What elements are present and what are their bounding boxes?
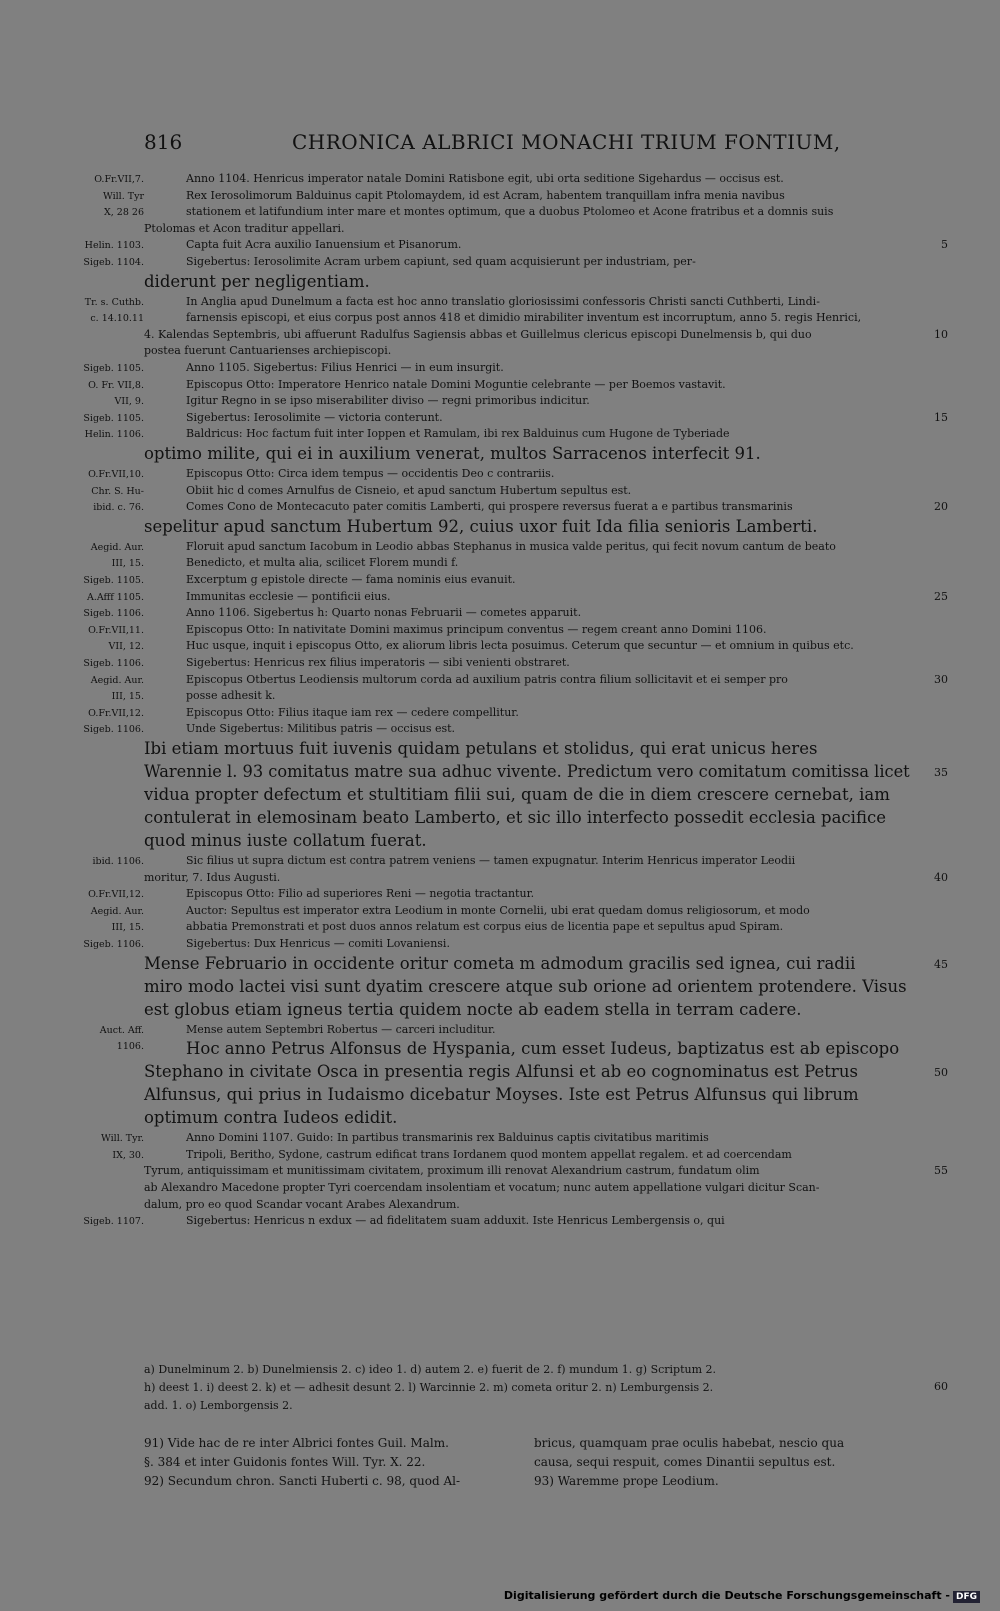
text-line xyxy=(0,1039,1000,1059)
line-text: miro modo lactei visi sunt dyatim crescere atque sub orione ad orientem protendere. Visus xyxy=(144,976,907,996)
line-text: diderunt per negligentiam. xyxy=(144,271,370,291)
line-text: Rex Ierosolimorum Balduinus capit Ptolomaydem, id est Acram, habentem tranquillam infra menia navibus xyxy=(186,188,785,202)
margin-reference: O.Fr.VII,12. xyxy=(88,889,144,901)
line-number: 15 xyxy=(934,410,948,424)
margin-reference: III, 15. xyxy=(111,691,144,703)
text-line xyxy=(0,937,1000,951)
footer-credit xyxy=(504,1589,980,1603)
text-line xyxy=(0,328,1000,342)
running-title: CHRONICA ALBRICI MONACHI TRIUM FONTIUM, xyxy=(292,130,841,154)
text-line xyxy=(0,444,1000,463)
line-text: Ptolomas et Acon traditur appellari. xyxy=(144,221,345,235)
text-line xyxy=(0,271,1000,291)
margin-reference: Chr. S. Hu- xyxy=(91,485,144,497)
footnote-left: 92) Secundum chron. Sancti Huberti c. 98, quod Al- xyxy=(144,1474,461,1488)
line-text: est globus etiam igneus tertia quidem nocte ab eadem stella in terram cadere. xyxy=(144,999,802,1019)
line-text: optimo milite, qui ei in auxilium venerat, multos Sarracenos interfecit 91. xyxy=(144,444,761,463)
line-number: 60 xyxy=(934,1380,948,1393)
margin-reference: c. 14.10.11 xyxy=(90,313,144,325)
margin-reference: Sigeb. 1106. xyxy=(83,724,144,736)
text-line xyxy=(0,706,1000,720)
line-number: 35 xyxy=(934,766,948,779)
margin-reference: IX, 30. xyxy=(112,1149,144,1161)
text-line xyxy=(0,656,1000,670)
line-text: Ibi etiam mortuus fuit iuvenis quidam petulans et stolidus, qui erat unicus heres xyxy=(144,739,818,758)
footnote-left: §. 384 et inter Guidonis fontes Will. Tyr. X. 22. xyxy=(144,1455,426,1469)
margin-reference: Sigeb. 1107. xyxy=(83,1216,144,1228)
line-text: Episcopus Otto: Circa idem tempus — occidentis Deo c contrariis. xyxy=(186,467,555,480)
margin-reference: Sigeb. 1106. xyxy=(83,939,144,950)
apparatus-line: a) Dunelminum 2. b) Dunelmiensis 2. c) ideo 1. d) autem 2. e) fuerit de 2. f) mundum 1. g) Scriptum 2. xyxy=(144,1363,717,1376)
line-text: Auctor: Sepultus est imperator extra Leodium in monte Cornelii, ubi erat quedam domus religiosorum, et modo xyxy=(186,903,810,917)
line-text: Mense autem Septembri Robertus — carceri includitur. xyxy=(186,1022,496,1036)
text-line xyxy=(0,311,1000,325)
line-text: Capta fuit Acra auxilio Ianuensium et Pisanorum. xyxy=(186,238,462,252)
text-line xyxy=(0,467,1000,481)
margin-reference: Tr. s. Cuthb. xyxy=(84,296,144,308)
line-text: abbatia Premonstrati et post duos annos relatum est corpus eius de licentia pape et sepultus apud Spiram. xyxy=(186,920,784,934)
text-line xyxy=(0,590,1000,604)
text-line xyxy=(0,540,1000,554)
line-text: Alfunsus, qui prius in Iudaismo dicebatur Moyses. Iste est Petrus Alfunsus qui librum xyxy=(144,1085,859,1105)
text-line xyxy=(0,411,1000,425)
text-line xyxy=(0,854,1000,868)
line-number: 50 xyxy=(934,1066,948,1080)
text-line xyxy=(0,1148,1000,1162)
line-text: Episcopus Otto: Filio ad superiores Reni — negotia tractantur. xyxy=(186,887,535,901)
margin-reference: VII, 12. xyxy=(108,641,144,653)
apparatus-line: h) deest 1. i) deest 2. k) et — adhesit desunt 2. l) Warcinnie 2. m) cometa oritur 2. n) Lemburgensis 2. xyxy=(144,1381,714,1394)
footnote-right: bricus, quamquam prae oculis habebat, nescio qua xyxy=(534,1436,845,1450)
text-line xyxy=(0,1198,1000,1212)
line-text: Immunitas ecclesie — pontificii eius. xyxy=(186,589,391,603)
line-text: Tripoli, Beritho, Sydone, castrum edificat trans Iordanem quod montem appellat regalem. et ad coercendam xyxy=(186,1147,792,1161)
line-text: Sigebertus: Ierosolimite Acram urbem capiunt, sed quam acquisierunt per industriam, per- xyxy=(186,255,696,268)
line-text: 4. Kalendas Septembris, ubi affuerunt Radulfus Sagiensis abbas et Guillelmus clericus episcopi Dunelmensis b, qui duo xyxy=(144,327,812,341)
line-text: Anno 1105. Sigebertus: Filius Henrici — in eum insurgit. xyxy=(186,361,504,374)
page-number: 816 xyxy=(144,130,183,154)
line-text: Episcopus Otto: Imperatore Henrico natale Domini Moguntie celebrante — per Boemos vastavit. xyxy=(186,377,726,391)
text-line xyxy=(0,573,1000,587)
margin-reference: X, 28 26 xyxy=(104,207,144,219)
margin-reference: Sigeb. 1105. xyxy=(83,363,144,374)
margin-reference: Sigeb. 1104. xyxy=(83,257,144,268)
line-text: Mense Februario in occidente oritur cometa m admodum gracilis sed ignea, cui radii xyxy=(144,953,856,973)
text-line xyxy=(0,172,1000,186)
text-line xyxy=(0,255,1000,269)
margin-reference: O. Fr. VII,8. xyxy=(88,379,144,391)
line-text: Benedicto, et multa alia, scilicet Florem mundi f. xyxy=(186,556,459,570)
line-text: Baldricus: Hoc factum fuit inter Ioppen et Ramulam, ibi rex Balduinus cum Hugone de Tyberiade xyxy=(186,427,730,441)
text-line xyxy=(0,953,1000,973)
text-line xyxy=(0,500,1000,514)
margin-reference: Helin. 1103. xyxy=(84,240,144,252)
line-number: 5 xyxy=(941,238,948,252)
line-text: Episcopus Otbertus Leodiensis multorum corda ad auxilium patris contra filium sollicitavit et ei semper pro xyxy=(186,672,788,686)
margin-reference: O.Fr.VII,12. xyxy=(88,707,144,719)
margin-reference: A.Afff 1105. xyxy=(86,591,144,603)
text-line xyxy=(0,999,1000,1019)
line-text: Episcopus Otto: In nativitate Domini maximus principum conventus — regem creant anno Domini 1106. xyxy=(186,622,767,636)
margin-reference: VII, 9. xyxy=(114,396,144,408)
margin-reference: Helin. 1106. xyxy=(84,429,144,441)
text-line xyxy=(0,639,1000,653)
line-text: Stephano in civitate Osca in presentia regis Alfunsi et ab eo cognominatus est Petrus xyxy=(144,1062,858,1082)
line-text: In Anglia apud Dunelmum a facta est hoc anno translatio gloriosissimi confessoris Christi sancti Cuthberti, Lindi- xyxy=(186,294,820,308)
margin-reference: 1106. xyxy=(116,1041,144,1053)
apparatus-line: add. 1. o) Lemborgensis 2. xyxy=(144,1399,293,1412)
margin-reference: Sigeb. 1105. xyxy=(83,412,144,424)
line-number: 30 xyxy=(934,672,948,686)
text-line xyxy=(0,1164,1000,1178)
line-text: Sigebertus: Henricus rex filius imperatoris — sibi venienti obstraret. xyxy=(186,656,570,669)
text-line xyxy=(0,673,1000,687)
text-line xyxy=(0,887,1000,901)
line-text: Episcopus Otto: Filius itaque iam rex — cedere compellitur. xyxy=(186,705,519,719)
margin-reference: Sigeb. 1106. xyxy=(83,608,144,620)
line-text: stationem et latifundium inter mare et montes optimum, que a duobus Ptolomeo et Acone fratribus et a domnis suis xyxy=(186,205,834,219)
text-line xyxy=(0,831,1000,850)
text-line xyxy=(0,722,1000,736)
text-line xyxy=(0,762,1000,781)
text-line xyxy=(0,1214,1000,1228)
line-number: 10 xyxy=(934,327,948,341)
text-line xyxy=(0,1085,1000,1105)
line-text: Anno 1104. Henricus imperator natale Domini Ratisbone egit, ubi orta seditione Sigehardus — occisus est. xyxy=(186,172,784,185)
text-line xyxy=(0,361,1000,375)
margin-reference: Sigeb. 1106. xyxy=(83,658,144,669)
line-text: Sigebertus: Ierosolimite — victoria conterunt. xyxy=(186,410,443,424)
text-line xyxy=(0,808,1000,827)
margin-reference: O.Fr.VII,10. xyxy=(88,469,144,480)
text-line xyxy=(0,1108,1000,1128)
line-number: 45 xyxy=(934,957,948,971)
text-line xyxy=(0,205,1000,219)
line-text: vidua propter defectum et stultitiam filii sui, quam de die in diem crescere cernebat, iam xyxy=(144,785,890,804)
margin-reference: ibid. c. 76. xyxy=(93,502,144,514)
line-text: Sigebertus: Dux Henricus — comiti Lovaniensi. xyxy=(186,937,450,950)
line-text: Igitur Regno in se ipso miserabiliter diviso — regni primoribus indicitur. xyxy=(186,394,590,408)
text-line xyxy=(0,295,1000,309)
text-line xyxy=(0,785,1000,804)
text-line xyxy=(0,556,1000,570)
margin-reference: Aegid. Aur. xyxy=(90,905,144,917)
text-line xyxy=(0,739,1000,758)
line-text: moritur, 7. Idus Augusti. xyxy=(144,870,281,884)
text-line xyxy=(0,976,1000,996)
text-line xyxy=(0,222,1000,236)
line-text: posse adhesit k. xyxy=(186,689,276,703)
text-line xyxy=(0,516,1000,536)
text-line xyxy=(0,189,1000,203)
text-line xyxy=(0,920,1000,934)
line-text: Comes Cono de Montecacuto pater comitis Lamberti, qui prospere reversus fuerat a e partibus transmarinis xyxy=(186,500,793,514)
margin-reference: Will. Tyr xyxy=(103,190,144,202)
dfg-logo: DFG xyxy=(953,1591,980,1603)
text-line xyxy=(0,1181,1000,1195)
text-line xyxy=(0,904,1000,918)
line-text: farnensis episcopi, et eius corpus post annos 418 et dimidio mirabiliter inventum est incorruptum, anno 5. regis Henrici, xyxy=(186,311,862,325)
line-text: Hoc anno Petrus Alfonsus de Hyspania, cum esset Iudeus, baptizatus est ab episcopo xyxy=(186,1039,900,1059)
text-line xyxy=(0,871,1000,885)
margin-reference: III, 15. xyxy=(111,922,144,934)
margin-reference: ibid. 1106. xyxy=(92,856,144,867)
line-number: 55 xyxy=(934,1164,948,1178)
line-text: Unde Sigebertus: Militibus patris — occisus est. xyxy=(186,722,456,736)
line-text: Anno 1106. Sigebertus h: Quarto nonas Februarii — cometes apparuit. xyxy=(186,606,582,620)
text-line xyxy=(0,606,1000,620)
margin-reference: Will. Tyr. xyxy=(101,1133,144,1145)
line-text: Excerptum g epistole directe — fama nominis eius evanuit. xyxy=(186,573,516,586)
text-line xyxy=(0,238,1000,252)
text-line xyxy=(0,427,1000,441)
line-text: Huc usque, inquit i episcopus Otto, ex aliorum libris lecta posuimus. Ceterum que secuntur — et omnium in quibus etc. xyxy=(186,639,854,653)
margin-reference: Aegid. Aur. xyxy=(90,674,144,686)
margin-reference: Aegid. Aur. xyxy=(90,541,144,553)
text-line xyxy=(0,1062,1000,1082)
line-text: ab Alexandro Macedone propter Tyri coercendam insolentiam et vocatum; nunc autem appellatione vulgari dicitur Scan- xyxy=(144,1181,820,1194)
footnote-left: 91) Vide hac de re inter Albrici fontes Guil. Malm. xyxy=(144,1436,449,1450)
margin-reference: Auct. Aff. xyxy=(99,1024,144,1036)
line-text: Anno Domini 1107. Guido: In partibus transmarinis rex Balduinus captis civitatibus maritimis xyxy=(186,1131,709,1145)
footer-text: Digitalisierung gefördert durch die Deutsche Forschungsgemeinschaft - xyxy=(503,1589,950,1602)
text-line xyxy=(0,344,1000,358)
margin-reference: O.Fr.VII,11. xyxy=(88,624,144,636)
text-line xyxy=(0,484,1000,498)
line-number: 25 xyxy=(934,589,948,603)
line-text: optimum contra Iudeos edidit. xyxy=(144,1108,398,1128)
line-text: contulerat in elemosinam beato Lamberto, et sic illo interfecto possedit ecclesia pacifice xyxy=(144,808,886,827)
text-line xyxy=(0,1131,1000,1145)
text-line xyxy=(0,623,1000,637)
footnote-right: 93) Waremme prope Leodium. xyxy=(534,1474,719,1488)
line-text: quod minus iuste collatum fuerat. xyxy=(144,831,427,850)
footnote-right: causa, sequi respuit, comes Dinantii sepultus est. xyxy=(534,1455,836,1469)
line-number: 40 xyxy=(934,870,948,884)
line-text: Obiit hic d comes Arnulfus de Cisneio, et apud sanctum Hubertum sepultus est. xyxy=(186,483,632,497)
text-line xyxy=(0,689,1000,703)
line-text: Sigebertus: Henricus n exdux — ad fidelitatem suam adduxit. Iste Henricus Lembergensis o, qui xyxy=(186,1214,725,1228)
line-text: Sic filius ut supra dictum est contra patrem veniens — tamen expugnatur. Interim Henricus imperator Leodii xyxy=(186,854,796,867)
text-line xyxy=(0,1023,1000,1037)
line-text: Warennie l. 93 comitatus matre sua adhuc vivente. Predictum vero comitatum comitissa licet xyxy=(144,762,910,781)
text-line xyxy=(0,378,1000,392)
line-text: dalum, pro eo quod Scandar vocant Arabes Alexandrum. xyxy=(144,1197,460,1211)
text-line xyxy=(0,394,1000,408)
line-number: 20 xyxy=(934,500,948,514)
line-text: postea fuerunt Cantuarienses archiepiscopi. xyxy=(144,344,392,358)
line-text: Tyrum, antiquissimam et munitissimam civitatem, proximum illi renovat Alexandrium castrum, fundatum olim xyxy=(144,1164,760,1178)
line-text: Floruit apud sanctum Iacobum in Leodio abbas Stephanus in musica valde peritus, qui fecit novum cantum de beato xyxy=(186,539,836,553)
line-text: sepelitur apud sanctum Hubertum 92, cuius uxor fuit Ida filia senioris Lamberti. xyxy=(144,516,818,536)
margin-reference: O.Fr.VII,7. xyxy=(94,174,144,185)
margin-reference: Sigeb. 1105. xyxy=(83,575,144,586)
margin-reference: III, 15. xyxy=(111,558,144,570)
